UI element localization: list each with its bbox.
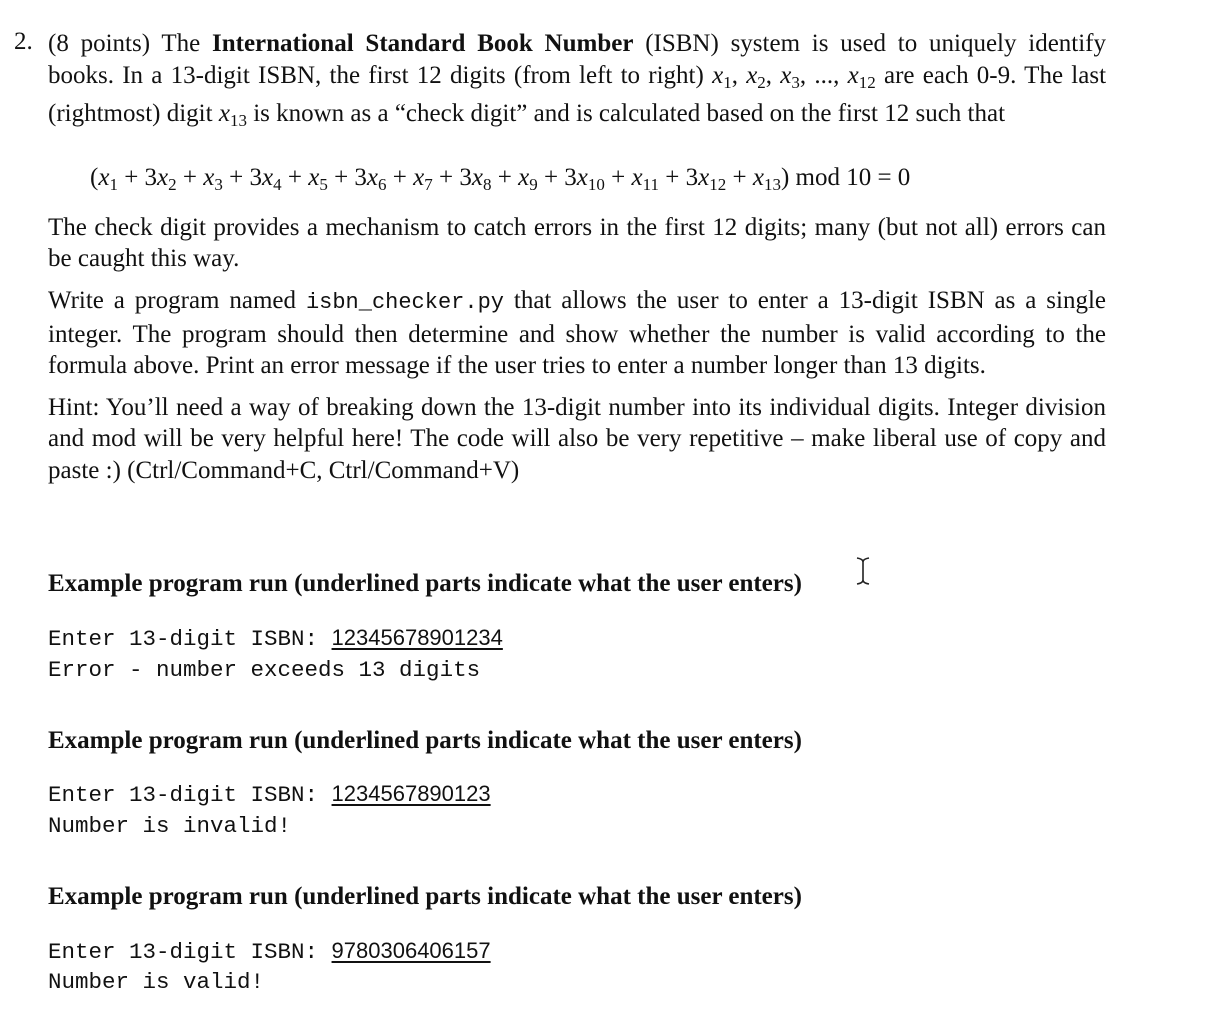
variable-x: $x_1$: [712, 61, 732, 92]
equation-term: $x_5$: [308, 163, 328, 194]
example-3-prompt: Enter 13-digit ISBN:: [48, 939, 332, 965]
equation-term: $3x_{10}$: [564, 163, 605, 194]
example-2-user-input: 1234567890123: [331, 781, 491, 806]
example-2-prompt-line: [48, 781, 491, 808]
check-digit-paragraph: The check digit provides a mechanism to catch errors in the first 12 digits; many (but not all) errors can be caught this way.: [48, 213, 1106, 273]
equation-term: $3x_4$: [249, 163, 282, 194]
variable-x: $x_3$: [780, 61, 800, 92]
hint-paragraph: Hint: You’ll need a way of breaking down the 13-digit number into its individual digits. Integer division and mod will be very helpful here! The code will also be very repetitive – make liberal use of copy and paste :) (Ctrl/Command+C, Ctrl/Command+V): [48, 393, 1106, 484]
example-3-user-input: 9780306406157: [331, 938, 491, 963]
example-3-output: Number is valid!: [48, 969, 265, 995]
check-digit-var: $x_{13}$: [218, 100, 247, 131]
variable-x: $x_{12}$: [847, 61, 876, 92]
program-filename: isbn_checker.py: [305, 289, 504, 315]
example-1-output: Error - number exceeds 13 digits: [48, 657, 481, 683]
intro-text-3: is known as a “check digit” and is calculated based on the first 12 such that: [246, 100, 1006, 128]
equation-term: $3x_8$: [459, 163, 492, 194]
points-text: (8 points) The: [48, 30, 212, 57]
example-1-prompt: Enter 13-digit ISBN:: [48, 626, 332, 652]
example-2-output: Number is invalid!: [48, 813, 292, 839]
isbn-full-name: International Standard Book Number: [211, 30, 634, 57]
example-1-prompt-line: [48, 625, 503, 652]
example-1-user-input: 12345678901234: [331, 625, 503, 650]
task-paragraph: [48, 285, 1106, 382]
equation-term: $3x_{12}$: [685, 163, 727, 194]
problem-number: 2.: [14, 28, 33, 55]
example-heading-1: Example program run (underlined parts indicate what the user enters): [48, 570, 802, 597]
check-digit-equation: $(x_1 + 3x_2 + x_3 + 3x_4 + x_5 + 3x_6 + x_7 + 3x_8 + x_9 + 3x_{10} + x_{11} + 3x_{12} + x_{13})$ mod 10 = 0: [90, 163, 911, 194]
example-2-prompt: Enter 13-digit ISBN:: [48, 782, 332, 808]
equation-term: $x_1$: [98, 163, 118, 194]
equation-term: $x_3$: [203, 163, 223, 194]
example-heading-3: Example program run (underlined parts indicate what the user enters): [48, 883, 802, 910]
equation-term: $3x_2$: [144, 163, 177, 194]
problem-2: [14, 28, 1106, 487]
example-heading-2: Example program run (underlined parts indicate what the user enters): [48, 727, 802, 754]
equation-term: $x_{13}$: [752, 163, 781, 194]
task-text-2: that allows the user to enter a 13-digit ISBN as a single integer. The program should then determine and show whether the number is valid according to the formula above. Print an error message if the user tries to enter a number longer than 13 digits.: [48, 286, 1106, 380]
variable-x: $x_2$: [746, 61, 766, 92]
example-3-prompt-line: [48, 938, 491, 965]
equation-term: $3x_6$: [354, 163, 387, 194]
variable-list: $x_1$, $x_2$, $x_3$, ..., $x_{12}$: [712, 61, 876, 92]
equation-term: $x_9$: [518, 163, 538, 194]
equation-term: $x_7$: [413, 163, 433, 194]
task-text: Write a program named: [48, 286, 306, 314]
text-cursor-icon: [854, 556, 872, 586]
intro-text-2: are each 0-9. The last (rightmost) digit: [48, 61, 1107, 128]
intro-text: (ISBN) system is used to uniquely identify books. In a 13-digit ISBN, the first 12 digits (from left to right): [48, 30, 1107, 89]
intro-paragraph: [48, 28, 1106, 137]
equation-term: $x_{11}$: [631, 163, 659, 194]
